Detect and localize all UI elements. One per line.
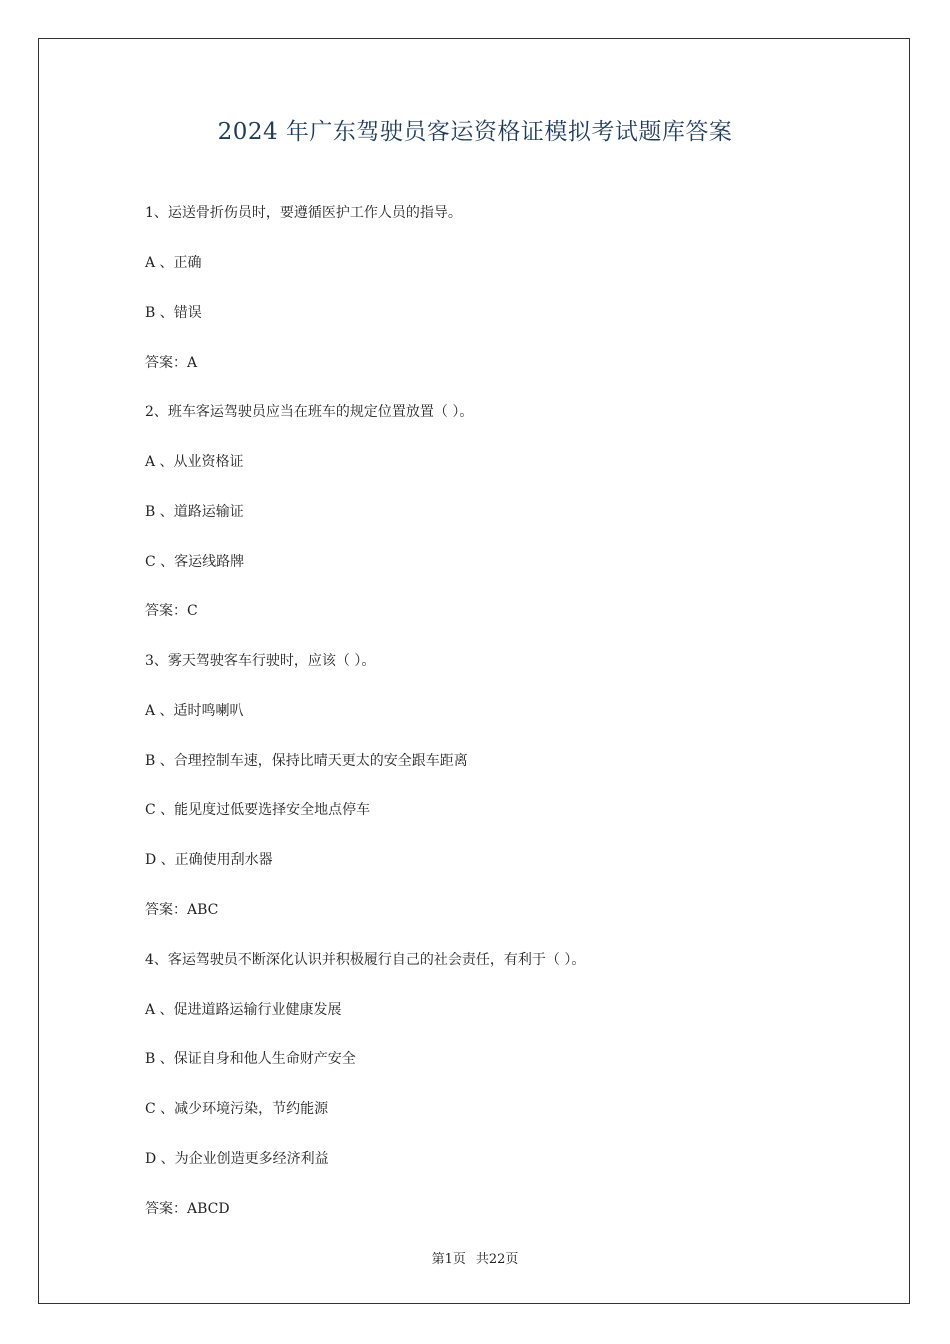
question-4-answer: 答案：ABCD [145,1201,230,1217]
page-footer [0,1248,950,1267]
question-1-option-a: A 、正确 [145,255,202,271]
question-2-option-b: B 、道路运输证 [145,504,244,520]
question-2-option-a: A 、从业资格证 [145,454,244,470]
question-4-option-d: D 、为企业创造更多经济利益 [145,1151,329,1167]
question-3-option-c: C 、能见度过低要选择安全地点停车 [145,802,371,818]
question-1-stem: 1、运送骨折伤员时，要遵循医护工作人员的指导。 [145,205,462,221]
question-3-option-d: D 、正确使用刮水器 [145,852,273,868]
page-total: 共22页 [475,1252,519,1267]
question-4-option-b: B 、保证自身和他人生命财产安全 [145,1051,356,1067]
question-3-stem: 3、雾天驾驶客车行驶时，应该（ ）。 [145,653,376,669]
question-3-answer: 答案：ABC [145,902,219,918]
question-2-stem: 2、班车客运驾驶员应当在班车的规定位置放置（ ）。 [145,404,474,420]
page-number: 第1页 [431,1252,466,1267]
question-2-option-c: C 、客运线路牌 [145,554,245,570]
question-1-option-b: B 、错误 [145,305,202,321]
question-4-stem: 4、客运驾驶员不断深化认识并积极履行自己的社会责任，有利于（ ）。 [145,952,586,968]
question-2-answer: 答案：C [145,603,198,619]
question-4-option-c: C 、减少环境污染，节约能源 [145,1101,329,1117]
question-3-option-a: A 、适时鸣喇叭 [145,703,244,719]
question-1-answer: 答案：A [145,355,198,371]
question-4-option-a: A 、促进道路运输行业健康发展 [145,1002,342,1018]
document-title: 2024 年广东驾驶员客运资格证模拟考试题库答案 [217,119,733,145]
question-3-option-b: B 、合理控制车速，保持比晴天更太的安全跟车距离 [145,753,468,769]
